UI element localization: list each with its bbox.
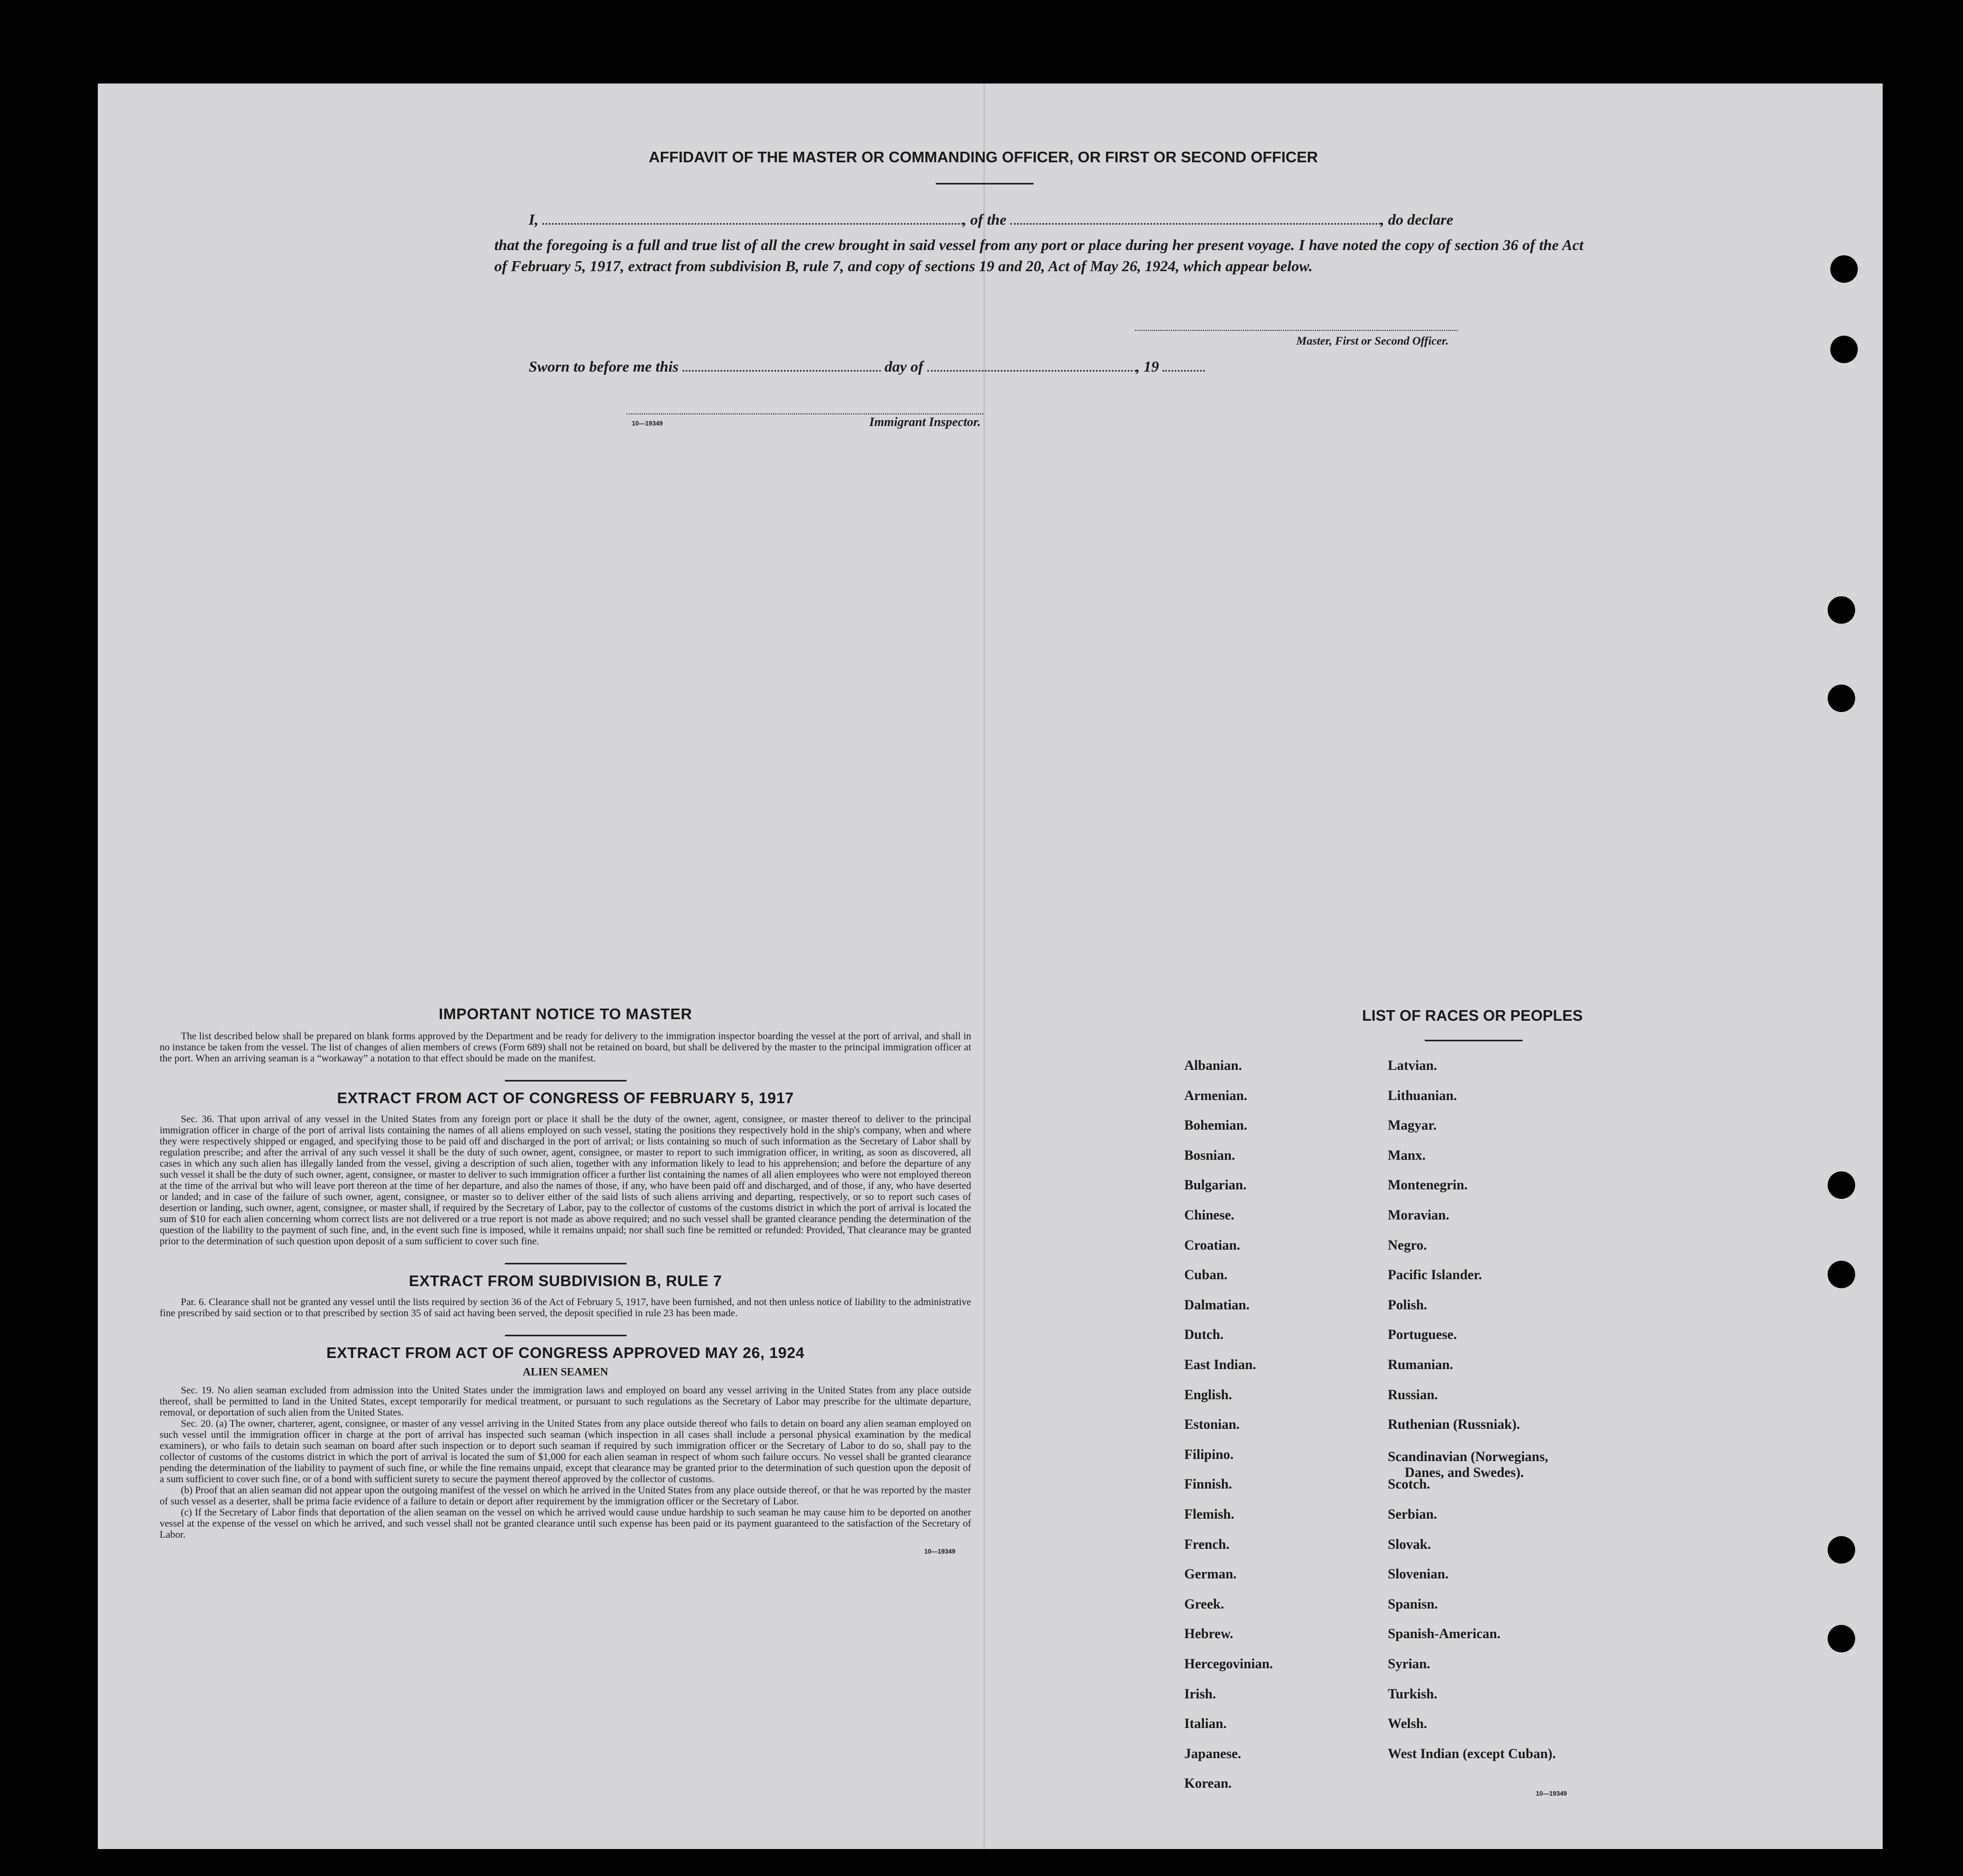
race-item: Polish.	[1388, 1297, 1427, 1313]
race-item: Spanish-American.	[1388, 1626, 1501, 1642]
fold-line	[983, 84, 985, 1849]
notice-text: The list described below shall be prepared on blank forms approved by the Department and be ready for delivery to the immigration inspector boarding the vessel at the port of arrival, and shall in no instance be taken from the vessel. The list of changes of alien members of crews (Form 689) shall not be retained on board, but shall be delivered by the master to the principal immigration officer at the port. When an arriving seaman is a “workaway” a notation to that effect should be made on the manifest.	[160, 1031, 971, 1064]
sworn-line	[529, 358, 1375, 376]
sworn-day-field[interactable]	[683, 369, 881, 372]
section-rule	[505, 1335, 626, 1336]
races-title-rule	[1425, 1040, 1523, 1041]
races-title: LIST OF RACES OR PEOPLES	[1362, 1008, 1583, 1024]
punch-hole	[1828, 1625, 1855, 1652]
race-item: Montenegrin.	[1388, 1177, 1468, 1193]
notice-title: IMPORTANT NOTICE TO MASTER	[438, 1006, 693, 1023]
race-item: Hebrew.	[1184, 1626, 1233, 1642]
race-item: Flemish.	[1184, 1507, 1234, 1522]
races-form-number: 10—19349	[1536, 1790, 1567, 1797]
race-item: Dalmatian.	[1184, 1297, 1250, 1313]
punch-hole	[1828, 596, 1855, 624]
race-item: Spanisn.	[1388, 1596, 1438, 1612]
race-item: Latvian.	[1388, 1058, 1437, 1073]
race-item: Magyar.	[1388, 1117, 1437, 1133]
race-item: Filipino.	[1184, 1446, 1234, 1462]
race-item: Croatian.	[1184, 1237, 1240, 1253]
race-item: Scandinavian (Norwegians,	[1388, 1448, 1549, 1464]
race-item: Slovenian.	[1388, 1566, 1449, 1582]
race-item: Turkish.	[1388, 1686, 1437, 1702]
affidavit-form-number: 10—19349	[632, 420, 663, 427]
inspector-label: Immigrant Inspector.	[869, 415, 981, 429]
race-item: Moravian.	[1388, 1207, 1450, 1223]
sworn-day-of: day of	[884, 358, 924, 375]
race-item: Syrian.	[1388, 1656, 1431, 1671]
extract-1924-sec19: Sec. 19. No alien seaman excluded from admission into the United States under the immigration laws and employed on board any vessel arriving in the United States from any place outside thereof, shall be permitted to land in the United States, except temporarily for medical treatment, or pursuant to such regulations as the Secretary of Labor may prescribe for the ultimate departure, removal, or deportation of such alien from the United States.	[160, 1385, 971, 1418]
extract-1917-text: Sec. 36. That upon arrival of any vessel in the United States from any foreign port or place it shall be the duty of the owner, agent, consignee, or master thereof to deliver to the principal immigration officer in charge of the port of arrival lists containing the names of all aliens employed on such vessel, stating the positions they respectively hold in the ship's company, when and where they were respectively shipped or engaged, and specifying those to be paid off and discharged in the port of arrival; or lists containing so much of such information as the Secretary of Labor shall by regulation prescribe; and after the arrival of any such vessel it shall be the duty of such owner, agent, consignee, or master to report to such immigration officer, in writing, as soon as discovered, all cases in which any such alien has illegally landed from the vessel, giving a description of such alien, together with any information likely to lead to his apprehension; and before the departure of any such vessel it shall be the duty of such owner, agent, consignee, or master to deliver to such immigration officer a further list containing the names of all alien employees who were not employed thereon at the time of the arrival but who will leave port thereon at the time of her departure, and also the names of those, if any, who have been paid off and discharged, and of those, if any, who have deserted or landed; and in case of the failure of such owner, agent, consignee, or master so to deliver either of the said lists of such aliens arriving and departing, respectively, or so to report such cases of desertion or landing, such owner, agent, consignee, or master shall, if required by the Secretary of Labor, pay to the collector of customs of the customs district in which the port of arrival is located the sum of $10 for each alien concerning whom correct lists are not delivered or a true report is not made as above required; and no such vessel shall be granted clearance pending the determination of the question of the liability to the payment of such fine, and, in the event such fine is imposed, while it remains unpaid; nor shall such fine be remitted or refunded: Provided, That clearance may be granted prior to the determination of such question upon deposit of a sum sufficient to cover such fine.	[160, 1114, 971, 1247]
name-field[interactable]	[542, 223, 963, 225]
extract-1924-sec20b: (b) Proof that an alien seaman did not appear upon the outgoing manifest of the vessel on which he arrived in the United States from any place outside thereof, or that he was reported by the master of such vessel as a deserter, shall be prima facie evidence of a failure to detain or deport after requirement by the immigration officer or the Secretary of Labor.	[160, 1485, 971, 1507]
extract-1924-subtitle: ALIEN SEAMEN	[522, 1365, 609, 1378]
race-item: Negro.	[1388, 1237, 1427, 1253]
sworn-year-field[interactable]	[1163, 369, 1205, 372]
race-item: Russian.	[1388, 1387, 1438, 1402]
race-item: Cuban.	[1184, 1267, 1228, 1283]
sworn-year: , 19	[1136, 358, 1159, 375]
race-item: Estonian.	[1184, 1417, 1240, 1433]
punch-hole	[1828, 1171, 1855, 1199]
race-item: Scotch.	[1388, 1476, 1431, 1492]
affidavit-body: that the foregoing is a full and true list of all the crew brought in said vessel from any port or place during her present voyage. I have noted the copy of section 36 of the Act of February 5, 1917, extract from subdivision B, rule 7, and copy of sections 19 and 20, Act of May 26, 1924, which appear below.	[494, 237, 1583, 275]
race-item: French.	[1184, 1536, 1230, 1552]
extract-1924-sec20c: (c) If the Secretary of Labor finds that deportation of the alien seaman on the vessel on which he arrived would cause undue hardship to such seaman he may cause him to be deported on another vessel at the expense of the vessel on which he arrived, and such vessel shall not be granted clearance until such expense has been paid or its payment guaranteed to the satisfaction of the Secretary of Labor.	[160, 1507, 971, 1540]
extract-rule7-text: Par. 6. Clearance shall not be granted any vessel until the lists required by section 36 of the Act of February 5, 1917, have been furnished, and not then unless notice of liability to the administrative fine prescribed by said section or to that prescribed by section 35 of said act having been served, the deposit specified in rule 23 has been made.	[160, 1297, 971, 1319]
signature-line[interactable]	[1135, 329, 1458, 331]
punch-hole	[1828, 685, 1855, 712]
race-item: Bosnian.	[1184, 1147, 1236, 1163]
signature-label: Master, First or Second Officer.	[1296, 334, 1449, 347]
race-item: Armenian.	[1184, 1087, 1248, 1103]
sworn-month-field[interactable]	[927, 369, 1136, 372]
race-item: Pacific Islander.	[1388, 1267, 1482, 1283]
extract-1924-title: EXTRACT FROM ACT OF CONGRESS APPROVED MAY 26, 1924	[326, 1345, 805, 1362]
extract-1917-title: EXTRACT FROM ACT OF CONGRESS OF FEBRUARY 5, 1917	[337, 1090, 794, 1107]
section-rule	[505, 1263, 626, 1264]
sworn-prefix: Sworn to before me this	[529, 358, 679, 375]
race-item: Ruthenian (Russniak).	[1388, 1417, 1520, 1433]
inspector-signature-line[interactable]	[626, 412, 983, 414]
punch-hole	[1830, 255, 1858, 283]
race-item: Dutch.	[1184, 1327, 1224, 1343]
race-item: Slovak.	[1388, 1536, 1431, 1552]
race-item: West Indian (except Cuban).	[1388, 1745, 1556, 1761]
race-item: Italian.	[1184, 1716, 1227, 1732]
race-item: German.	[1184, 1566, 1237, 1582]
punch-hole	[1828, 1261, 1855, 1288]
extract-form-number: 10—19349	[924, 1548, 955, 1555]
race-item: Chinese.	[1184, 1207, 1234, 1223]
race-item: Welsh.	[1388, 1716, 1427, 1732]
race-item: Lithuanian.	[1388, 1087, 1457, 1103]
affidavit-line-1	[529, 211, 1581, 229]
punch-hole	[1830, 336, 1858, 363]
punch-hole	[1828, 1536, 1855, 1564]
extract-rule7-title: EXTRACT FROM SUBDIVISION B, RULE 7	[409, 1273, 722, 1290]
race-item: Hercegovinian.	[1184, 1656, 1273, 1671]
vessel-field[interactable]	[1010, 223, 1380, 225]
race-item: Greek.	[1184, 1596, 1224, 1612]
race-item: East Indian.	[1184, 1357, 1256, 1372]
race-item: Irish.	[1184, 1686, 1216, 1702]
affidavit-declare: , do declare	[1380, 211, 1453, 228]
extract-1924-sec20a: Sec. 20. (a) The owner, charterer, agent, consignee, or master of any vessel arriving in the United States from any place outside thereof who fails to detain on board any alien seaman employed on such vessel until the immigration officer in charge at the port of arrival has inspected such seaman (which inspection in all cases shall include a personal physical examination by the medical examiners), or who fails to detain such seaman on board after such inspection or to deport such seaman if required by such immigration officer or the Secretary of Labor to do so, shall pay to the collector of customs of the customs district in which the port of arrival is located the sum of $1,000 for each alien seaman in respect of whom such failure occurs. No vessel shall be granted clearance pending the determination of the liability to payment of such fine, or while the fine remains unpaid, except that clearance may be granted prior to the determination of such question upon the deposit of a sum sufficient to cover such fine, or of a bond with sufficient surety to secure the payment thereof approved by the collector of customs.	[160, 1418, 971, 1485]
race-item: Bulgarian.	[1184, 1177, 1247, 1193]
race-item: Japanese.	[1184, 1745, 1241, 1761]
race-item: Korean.	[1184, 1776, 1232, 1791]
race-item: Bohemian.	[1184, 1117, 1248, 1133]
affidavit-of-the: , of the	[962, 211, 1007, 228]
race-item: Portuguese.	[1388, 1327, 1457, 1343]
document-sheet	[98, 84, 1883, 1849]
race-item: Serbian.	[1388, 1507, 1437, 1522]
race-item: English.	[1184, 1387, 1232, 1402]
left-column	[154, 1006, 976, 1555]
race-item: Manx.	[1388, 1147, 1426, 1163]
race-item: Albanian.	[1184, 1058, 1242, 1073]
title-rule	[936, 183, 1034, 184]
race-item: Finnish.	[1184, 1476, 1232, 1492]
affidavit-i: I,	[529, 211, 539, 228]
race-item: Rumanian.	[1388, 1357, 1453, 1372]
affidavit-title: AFFIDAVIT OF THE MASTER OR COMMANDING OFFICER, OR FIRST OR SECOND OFFICER	[649, 149, 1318, 166]
race-item: Danes, and Swedes).	[1405, 1464, 1524, 1480]
section-rule	[505, 1080, 626, 1082]
